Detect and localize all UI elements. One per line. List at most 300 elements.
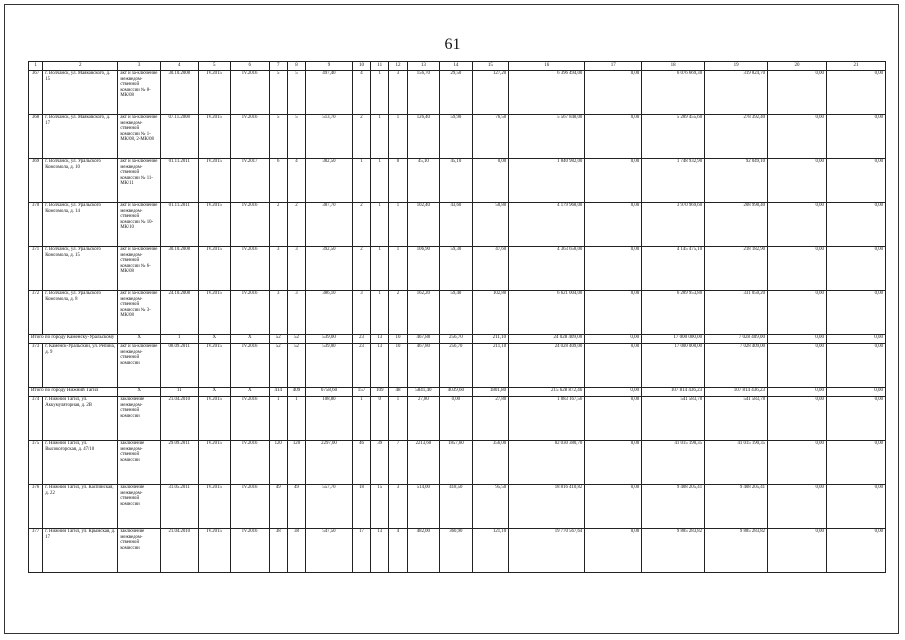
table-cell: 121,10 (472, 529, 509, 573)
table-cell: 5 (287, 115, 305, 159)
table-cell: 392,50 (306, 247, 353, 291)
table-cell: 2213,60 (407, 441, 439, 485)
table-cell: 92 049,10 (705, 159, 768, 203)
address-cell: г. Волчанск, ул. Уральского Комсомола, д. 10 (43, 159, 118, 203)
table-cell: 0,00 (826, 159, 885, 203)
table-cell: 0,00 (585, 388, 642, 397)
table-cell: 5 289 455,60 (642, 115, 705, 159)
table-cell: 5 (287, 71, 305, 115)
table-cell: 0,00 (472, 159, 509, 203)
table-cell: IV.2015 (198, 247, 230, 291)
table-cell: 18 816 410,82 (509, 485, 585, 529)
table-cell: 21.04.2010 (160, 397, 198, 441)
table-cell: 27,80 (472, 397, 509, 441)
table-cell: 2 (269, 203, 287, 247)
table-cell: 1 (160, 335, 198, 344)
table-cell: 4 363 658,00 (509, 247, 585, 291)
table-cell: 0,00 (768, 529, 827, 573)
table-cell: 0,00 (768, 71, 827, 115)
table-row (29, 441, 886, 485)
table-cell: 547,50 (306, 529, 353, 573)
table-cell: 120 (287, 441, 305, 485)
table-cell: 0,00 (768, 441, 827, 485)
table-cell: 331 050,20 (705, 291, 768, 335)
table-cell: 107 814 436,23 (705, 388, 768, 397)
table-cell: 48 (389, 388, 407, 397)
column-number-cell: 2 (43, 62, 118, 71)
table-cell: 1 (352, 397, 370, 441)
table-cell: 369 (29, 159, 43, 203)
table-cell: 0,00 (768, 397, 827, 441)
table-cell: 0,00 (826, 397, 885, 441)
table-cell: 1 (389, 397, 407, 441)
table-cell: 31.05.2011 (160, 485, 198, 529)
table-cell: 557,70 (306, 485, 353, 529)
table-cell: 23 (352, 344, 370, 388)
table-cell: 127,20 (472, 71, 509, 115)
table-row (29, 291, 886, 335)
table-cell: 1 083 167,56 (509, 397, 585, 441)
table-cell: 497,40 (306, 71, 353, 115)
table-cell: 360,90 (440, 529, 472, 573)
column-number-cell: 18 (642, 62, 705, 71)
table-cell: 0 (371, 397, 389, 441)
table-cell: 374 (29, 397, 43, 441)
table-cell: 0,00 (585, 485, 642, 529)
table-cell: 10 (389, 344, 407, 388)
table-cell: 0,00 (826, 485, 885, 529)
table-cell: 2 (389, 291, 407, 335)
table-cell: 278 392,40 (705, 115, 768, 159)
table-cell: 3 (389, 485, 407, 529)
table-cell: 156,70 (407, 71, 439, 115)
table-row (29, 71, 886, 115)
table-cell: 370 (29, 203, 43, 247)
table-cell: 373 (29, 344, 43, 388)
table-cell: 30.10.2008 (160, 247, 198, 291)
table-cell: 356,00 (472, 441, 509, 485)
table-cell: 0,00 (768, 203, 827, 247)
table-cell: 24 028 409,00 (509, 335, 585, 344)
table-cell: IV.2016 (231, 115, 270, 159)
table-cell: IV.2016 (231, 441, 270, 485)
address-cell: г. Волчанск, ул. Маяковского, д. 15 (43, 71, 118, 115)
table-cell: IV.2016 (231, 485, 270, 529)
table-cell: 6 289 953,80 (642, 291, 705, 335)
address-cell: г. Волчанск, ул. Маяковского, д. 17 (43, 115, 118, 159)
table-cell: 0,00 (768, 388, 827, 397)
table-cell: 15 (371, 485, 389, 529)
table-cell: 1857,60 (440, 441, 472, 485)
housing-register-table (28, 61, 886, 573)
table-cell: 256,70 (440, 344, 472, 388)
document-cell: заключение межведом-ственной комиссии (118, 397, 161, 441)
table-cell: IV.2016 (231, 203, 270, 247)
column-number-cell: 4 (160, 62, 198, 71)
table-cell: 372 (29, 291, 43, 335)
table-cell: 52 (287, 335, 305, 344)
table-cell: 29,50 (440, 71, 472, 115)
table-cell: 4 (389, 529, 407, 573)
table-cell: 467,80 (407, 335, 439, 344)
table-cell: 0,00 (585, 335, 642, 344)
address-cell: г. Нижний Тагил, ул. Крымская, д. 17 (43, 529, 118, 573)
column-number-cell: 5 (198, 62, 230, 71)
table-cell: 52 (287, 344, 305, 388)
column-number-cell: 10 (352, 62, 370, 71)
table-cell: 17 (352, 529, 370, 573)
table-cell: IV.2015 (198, 344, 230, 388)
table-cell: 514,00 (407, 485, 439, 529)
table-cell: 01.11.2011 (160, 159, 198, 203)
table-cell: X (231, 335, 270, 344)
table-cell: 409 (287, 388, 305, 397)
table-cell: 08.09.2011 (160, 344, 198, 388)
table-cell: 4 (352, 71, 370, 115)
table-cell: 0 (389, 159, 407, 203)
table-cell: X (198, 335, 230, 344)
table-cell: 0,00 (826, 529, 885, 573)
table-cell: 375 (29, 441, 43, 485)
column-number-cell: 11 (371, 62, 389, 71)
table-cell: 1 (269, 397, 287, 441)
table-cell: 3 (352, 291, 370, 335)
table-row (29, 159, 886, 203)
table-cell: 0,00 (826, 441, 885, 485)
table-cell: 13 (371, 335, 389, 344)
table-row (29, 247, 886, 291)
table-cell: 120 (269, 441, 287, 485)
document-cell: акт и за-ключение межведом-ственной комиссии (118, 344, 161, 388)
table-cell: 541 583,78 (705, 397, 768, 441)
column-number-row (29, 62, 886, 71)
table-cell: 6 076 669,30 (642, 71, 705, 115)
table-cell: 13 (371, 344, 389, 388)
table-cell: 4 145 475,10 (642, 247, 705, 291)
table-cell: 467,80 (407, 344, 439, 388)
table-cell: 3 (287, 291, 305, 335)
column-number-cell: 1 (29, 62, 43, 71)
table-cell: 41 015 190,35 (642, 441, 705, 485)
table-cell: 211,10 (472, 335, 509, 344)
table-cell: 0,00 (585, 159, 642, 203)
table-cell: 24 028 409,00 (509, 344, 585, 388)
table-cell: 27,80 (407, 397, 439, 441)
page-number: 61 (444, 36, 461, 53)
address-cell: г. Нижний Тагил, ул. Каспийская, д. 22 (43, 485, 118, 529)
table-cell: 7 (389, 441, 407, 485)
table-cell: 59,40 (440, 291, 472, 335)
table-cell: 1 (371, 71, 389, 115)
table-cell: 41 015 190,35 (705, 441, 768, 485)
table-cell: IV.2015 (198, 397, 230, 441)
table-cell: 59,30 (440, 247, 472, 291)
table-cell: 52 (269, 344, 287, 388)
table-cell: 126,40 (407, 115, 439, 159)
column-number-cell: 7 (269, 62, 287, 71)
column-number-cell: 9 (306, 62, 353, 71)
table-cell: IV.2016 (231, 247, 270, 291)
table-cell: 367 (29, 71, 43, 115)
table-cell: 17 000 000,00 (642, 344, 705, 388)
table-cell: 9 408 205,41 (642, 485, 705, 529)
table-cell: 3 (269, 291, 287, 335)
table-cell: 108,80 (306, 397, 353, 441)
table-cell: 541 583,78 (642, 397, 705, 441)
table-cell: 5 (269, 115, 287, 159)
table-cell: 9 408 205,41 (705, 485, 768, 529)
table-cell: IV.2016 (231, 529, 270, 573)
table-cell: X (231, 388, 270, 397)
table-cell: IV.2016 (231, 71, 270, 115)
table-cell: 45,10 (440, 159, 472, 203)
table-cell: 1 (371, 115, 389, 159)
table-cell: 46 (352, 441, 370, 485)
address-cell: г. Каменск-Уральский, ул. Репина, д. 9 (43, 344, 118, 388)
table-cell: 0,00 (826, 335, 885, 344)
table-cell: X (118, 388, 161, 397)
table-cell: 52 (269, 335, 287, 344)
table-cell: 17 000 000,00 (642, 335, 705, 344)
subtotal-row (29, 388, 886, 397)
table-cell: IV.2015 (198, 203, 230, 247)
subtotal-row (29, 335, 886, 344)
table-cell: 2 (352, 115, 370, 159)
table-cell: 0,00 (826, 291, 885, 335)
table-cell: 0,00 (440, 397, 472, 441)
column-number-cell: 17 (585, 62, 642, 71)
table-cell: IV.2015 (198, 485, 230, 529)
table-cell: IV.2015 (198, 115, 230, 159)
table-cell: 49 (287, 485, 305, 529)
table-cell: 29.09.2011 (160, 441, 198, 485)
table-cell: IV.2015 (198, 529, 230, 573)
table-cell: 376 (29, 485, 43, 529)
table-cell: 0,00 (585, 344, 642, 388)
document-cell: акт и за-ключение межведом-ственной комиссии № 10-МК/10 (118, 203, 161, 247)
table-cell: IV.2016 (231, 397, 270, 441)
column-number-cell: 3 (118, 62, 161, 71)
table-cell: 1 (371, 247, 389, 291)
table-cell: 0,00 (585, 441, 642, 485)
table-cell: 0,00 (768, 115, 827, 159)
table-cell: 218 182,90 (705, 247, 768, 291)
table-cell: 38 (269, 529, 287, 573)
table-cell: 539,00 (306, 335, 353, 344)
table-cell: 39 (371, 441, 389, 485)
document-cell: акт и за-ключение межведом-ственной комиссии № 8-МК/08 (118, 71, 161, 115)
table-cell: 18 (352, 485, 370, 529)
table-cell: 0,00 (768, 485, 827, 529)
table-cell: 102,40 (407, 203, 439, 247)
table-cell: 107 814 436,23 (642, 388, 705, 397)
table-cell: 162,20 (407, 291, 439, 335)
table-cell: IV.2015 (198, 291, 230, 335)
table-cell: 211,10 (472, 344, 509, 388)
table-cell: 0,00 (768, 344, 827, 388)
subtotal-label: Итого по городу Каменску-Уральскому (29, 335, 118, 344)
table-cell: 2 (352, 203, 370, 247)
table-cell: 76,50 (472, 115, 509, 159)
table-cell: 6758,60 (306, 388, 353, 397)
table-cell: 0,00 (585, 291, 642, 335)
table-cell: 368 (29, 115, 43, 159)
table-cell: IV.2016 (231, 344, 270, 388)
table-cell: 59,90 (440, 115, 472, 159)
table-cell: 319 824,70 (705, 71, 768, 115)
table-cell: 1 (371, 291, 389, 335)
table-cell: 1 748 932,90 (642, 159, 705, 203)
table-cell: IV.2017 (231, 159, 270, 203)
table-cell: 2 (287, 203, 305, 247)
table-cell: 82 030 380,70 (509, 441, 585, 485)
table-cell: 1 (352, 159, 370, 203)
table-row (29, 344, 886, 388)
table-cell: 0,00 (826, 203, 885, 247)
table-cell: 382,50 (306, 159, 353, 203)
table-cell: 1 (389, 115, 407, 159)
table-cell: 1 (389, 203, 407, 247)
table-cell: 5841,40 (407, 388, 439, 397)
table-cell: 3 (287, 247, 305, 291)
address-cell: г. Волчанск, ул. Уральского Комсомола, д. 15 (43, 247, 118, 291)
document-cell: акт и за-ключение межведом-ственной комиссии № 1-МК/08, 2-МК/08 (118, 115, 161, 159)
table-cell: 1 (371, 203, 389, 247)
table-row (29, 115, 886, 159)
table-cell: 0,00 (585, 247, 642, 291)
table-row (29, 203, 886, 247)
table-cell: 3 970 969,60 (642, 203, 705, 247)
table-cell: 11 (160, 388, 198, 397)
table-cell: 9 885 283,82 (642, 529, 705, 573)
table-cell: 13 (371, 529, 389, 573)
table-cell: IV.2015 (198, 441, 230, 485)
table-cell: 0,00 (826, 247, 885, 291)
table-cell: 1801,80 (472, 388, 509, 397)
table-cell: 0,00 (768, 335, 827, 344)
table-cell: 6 396 494,00 (509, 71, 585, 115)
document-cell: акт и за-ключение межведом-ственной комиссии № 11-МК/11 (118, 159, 161, 203)
table-cell: 0,00 (768, 291, 827, 335)
column-number-cell: 15 (472, 62, 509, 71)
table-cell: 2 (352, 247, 370, 291)
table-cell: 0,00 (826, 115, 885, 159)
table-cell: IV.2015 (198, 71, 230, 115)
table-cell: 7 028 409,00 (705, 344, 768, 388)
table-cell: 10 (389, 335, 407, 344)
table-cell: 5 (269, 71, 287, 115)
table-cell: 0,00 (826, 71, 885, 115)
table-cell: 4 179 968,00 (509, 203, 585, 247)
table-cell: 1 840 982,00 (509, 159, 585, 203)
table-cell: 3 (389, 71, 407, 115)
table-cell: IV.2015 (198, 159, 230, 203)
table-cell: 386,10 (306, 291, 353, 335)
table-cell: 01.11.2011 (160, 203, 198, 247)
column-number-cell: 19 (705, 62, 768, 71)
table-cell: 95,50 (472, 485, 509, 529)
table-cell: 157 (352, 388, 370, 397)
table-cell: 21.04.2010 (160, 529, 198, 573)
table-cell: 3 (269, 247, 287, 291)
column-number-cell: 20 (768, 62, 827, 71)
table-cell: 19 770 567,64 (509, 529, 585, 573)
document-cell: заключение межведом-ственной комиссии (118, 529, 161, 573)
table-row (29, 529, 886, 573)
subtotal-label: Итого по городу Нижний Тагил (29, 388, 118, 397)
table-cell: 6 621 004,00 (509, 291, 585, 335)
table-cell: 23 (352, 335, 370, 344)
table-cell: 0,00 (585, 397, 642, 441)
table-cell: 0,00 (585, 529, 642, 573)
table-cell: 5 567 848,00 (509, 115, 585, 159)
column-number-cell: 6 (231, 62, 270, 71)
table-cell: 07.11.2008 (160, 115, 198, 159)
table-cell: 102,80 (472, 291, 509, 335)
column-number-cell: 16 (509, 62, 585, 71)
table-cell: 414 (269, 388, 287, 397)
table-cell: 371 (29, 247, 43, 291)
document-cell: акт и за-ключение межведом-ственной комиссии № 3-МК/08 (118, 291, 161, 335)
table-cell: 4 (287, 159, 305, 203)
table-cell: 6 (269, 159, 287, 203)
table-cell: 0,00 (826, 388, 885, 397)
table-cell: X (198, 388, 230, 397)
table-cell: 58,80 (472, 203, 509, 247)
table-cell: 418,50 (440, 485, 472, 529)
table-cell: 513,70 (306, 115, 353, 159)
document-cell: заключение межведом-ственной комиссии (118, 485, 161, 529)
table-cell: 256,70 (440, 335, 472, 344)
table-cell: 377 (29, 529, 43, 573)
table-cell: 109 (371, 388, 389, 397)
table-cell: 24.10.2008 (160, 291, 198, 335)
table-cell: 49 (269, 485, 287, 529)
table-cell: IV.2016 (231, 291, 270, 335)
table-cell: 0,00 (768, 247, 827, 291)
table-row (29, 397, 886, 441)
address-cell: г. Волчанск, ул. Уральского Комсомола, д. 8 (43, 291, 118, 335)
table-cell: 215 628 872,46 (509, 388, 585, 397)
table-cell: 1 (389, 247, 407, 291)
table-cell: 47,60 (472, 247, 509, 291)
table-cell: 0,00 (585, 71, 642, 115)
table-cell: 387,70 (306, 203, 353, 247)
table-cell: 208 998,40 (705, 203, 768, 247)
address-cell: г. Нижний Тагил, ул. Аккумуляторная, д. 2В (43, 397, 118, 441)
table-cell: 30.10.2008 (160, 71, 198, 115)
column-number-cell: 12 (389, 62, 407, 71)
table-cell: 43,60 (440, 203, 472, 247)
column-number-cell: 21 (826, 62, 885, 71)
address-cell: г. Нижний Тагил, ул. Высокогорская, д. 47/10 (43, 441, 118, 485)
table-cell: X (118, 335, 161, 344)
table-cell: 45,10 (407, 159, 439, 203)
column-number-cell: 8 (287, 62, 305, 71)
table-row (29, 485, 886, 529)
table-cell: 0,00 (768, 159, 827, 203)
table-cell: 482,00 (407, 529, 439, 573)
table-cell: 0,00 (585, 115, 642, 159)
document-cell: заключение межведом-ственной комиссии (118, 441, 161, 485)
table-cell: 0,00 (826, 344, 885, 388)
table-cell: 38 (287, 529, 305, 573)
table-cell: 1 (371, 159, 389, 203)
table-cell: 539,00 (306, 344, 353, 388)
table-cell: 2297,00 (306, 441, 353, 485)
table-cell: 1 (287, 397, 305, 441)
column-number-cell: 14 (440, 62, 472, 71)
